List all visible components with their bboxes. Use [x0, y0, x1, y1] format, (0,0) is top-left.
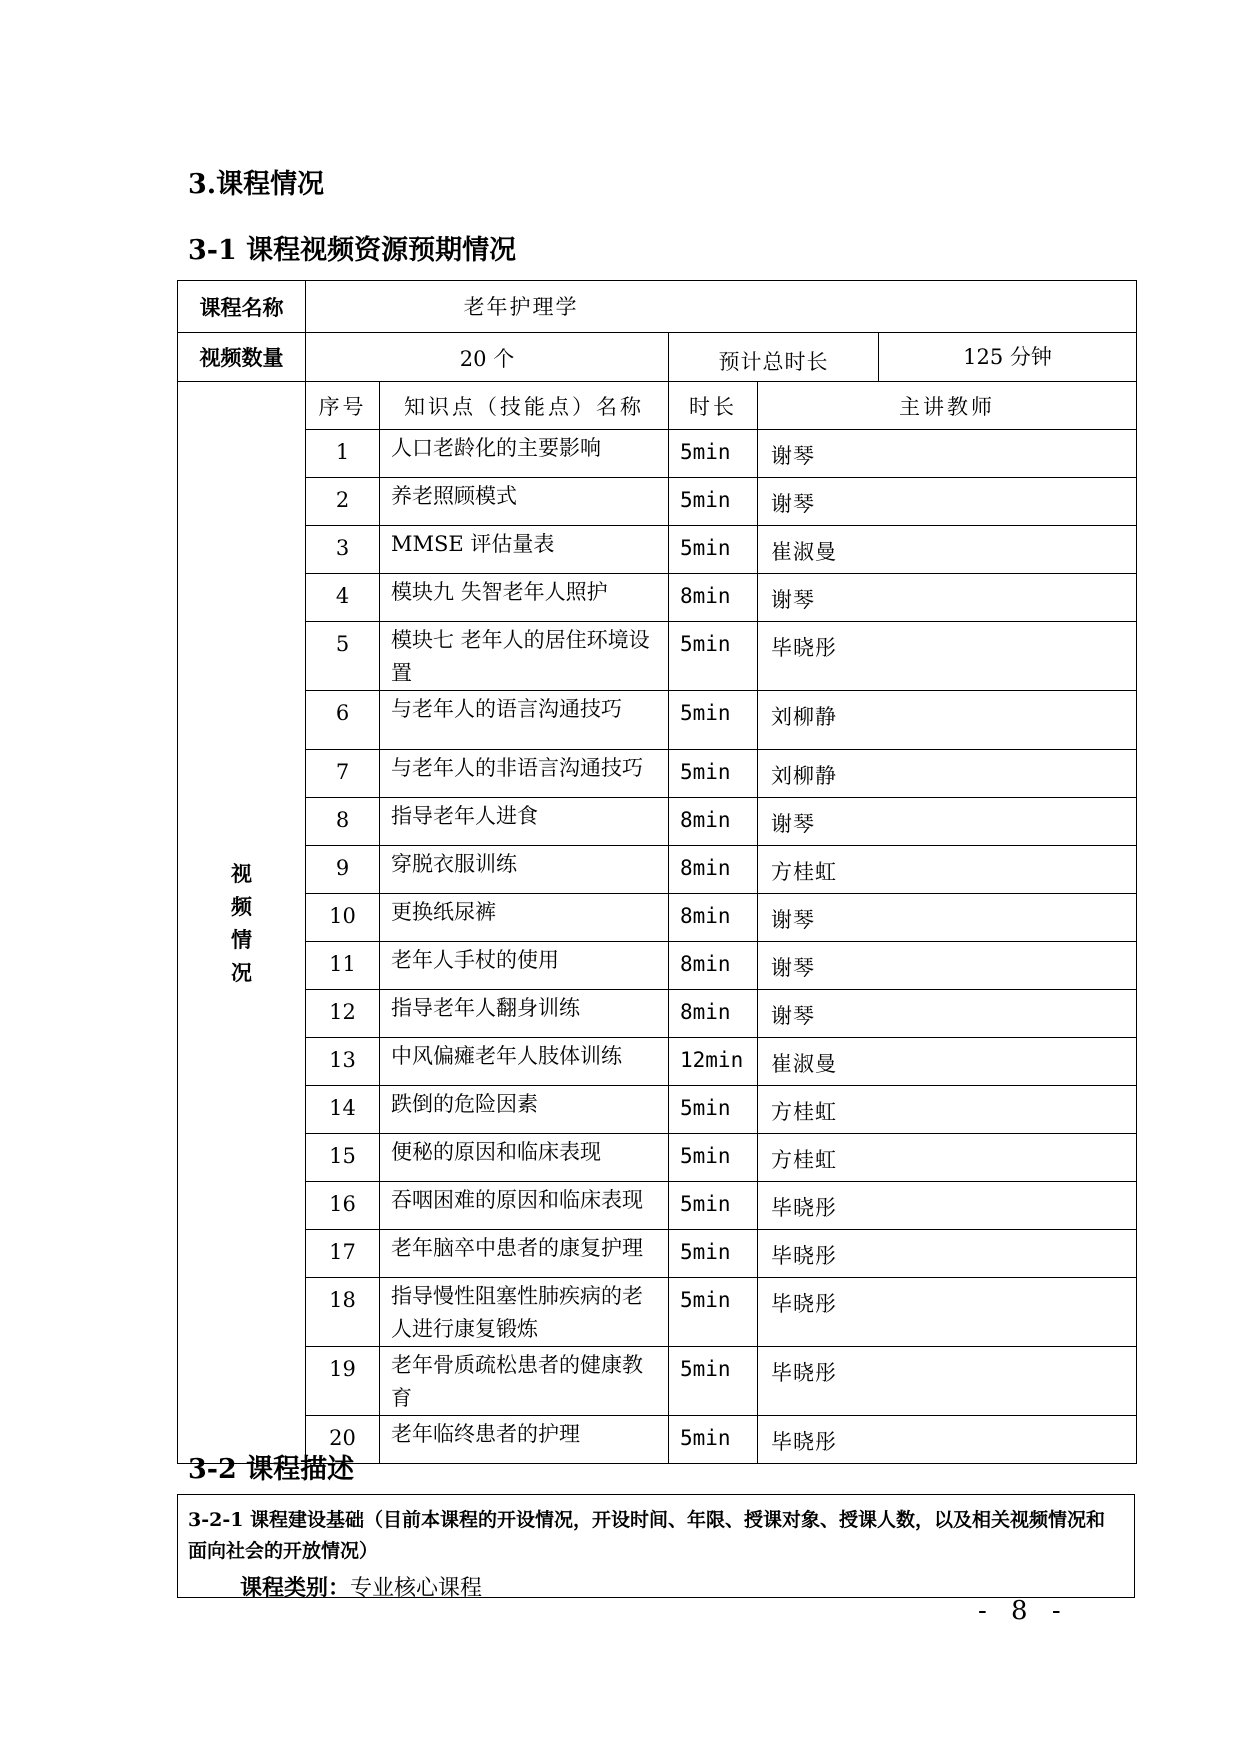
row-teacher: 方桂虹 [758, 846, 1137, 894]
row-duration: 8min [669, 990, 758, 1038]
section-heading: 3.课程情况 [188, 169, 325, 200]
row-no: 8 [306, 798, 380, 846]
row-duration: 8min [669, 846, 758, 894]
row-teacher: 方桂虹 [758, 1134, 1137, 1182]
course-category-value: 专业核心课程 [350, 1576, 483, 1601]
row-duration: 8min [669, 574, 758, 622]
course-name-label: 课程名称 [178, 281, 306, 333]
row-duration: 5min [669, 1347, 758, 1416]
row-no: 3 [306, 526, 380, 574]
table-row [178, 846, 1137, 894]
row-duration: 5min [669, 1134, 758, 1182]
row-duration: 5min [669, 691, 758, 750]
row-duration: 8min [669, 942, 758, 990]
table-row [178, 478, 1137, 526]
side-label-char: 视 [231, 860, 252, 886]
row-no: 2 [306, 478, 380, 526]
row-teacher: 方桂虹 [758, 1086, 1137, 1134]
video-resource-table [177, 280, 1137, 1464]
table-row [178, 1182, 1137, 1230]
row-topic: 养老照顾模式 [380, 478, 669, 526]
row-teacher: 谢琴 [758, 990, 1137, 1038]
table-row [178, 894, 1137, 942]
header-no: 序号 [306, 382, 380, 430]
row-teacher: 毕晓彤 [758, 1230, 1137, 1278]
side-label-char: 频 [231, 893, 252, 919]
row-topic: 老年骨质疏松患者的健康教育 [380, 1347, 669, 1416]
row-topic: 指导慢性阻塞性肺疾病的老人进行康复锻炼 [380, 1278, 669, 1347]
row-duration: 5min [669, 526, 758, 574]
table-row [178, 622, 1137, 691]
page-number: - 8 - [978, 1596, 1069, 1626]
row-duration: 5min [669, 1278, 758, 1347]
row-no: 7 [306, 750, 380, 798]
table-row [178, 1086, 1137, 1134]
row-teacher: 毕晓彤 [758, 622, 1137, 691]
duration-pair-cell [669, 333, 1137, 382]
row-topic: 与老年人的非语言沟通技巧 [380, 750, 669, 798]
table-row [178, 1134, 1137, 1182]
table-row [178, 750, 1137, 798]
video-count-label: 视频数量 [178, 333, 306, 382]
row-teacher: 谢琴 [758, 430, 1137, 478]
row-duration: 5min [669, 478, 758, 526]
row-no: 5 [306, 622, 380, 691]
row-teacher: 谢琴 [758, 574, 1137, 622]
row-topic: 中风偏瘫老年人肢体训练 [380, 1038, 669, 1086]
row-topic: 跌倒的危险因素 [380, 1086, 669, 1134]
row-no: 15 [306, 1134, 380, 1182]
table-row [178, 1230, 1137, 1278]
row-no: 20 [306, 1416, 380, 1464]
row-no: 6 [306, 691, 380, 750]
row-no: 12 [306, 990, 380, 1038]
row-topic: 老年脑卒中患者的康复护理 [380, 1230, 669, 1278]
row-topic: 模块七 老年人的居住环境设置 [380, 622, 669, 691]
row-teacher: 刘柳静 [758, 750, 1137, 798]
header-duration: 时长 [669, 382, 758, 430]
video-situation-label [178, 382, 306, 1464]
subsection-heading-description: 3-2 课程描述 [188, 1454, 355, 1485]
row-topic: 指导老年人进食 [380, 798, 669, 846]
row-no: 10 [306, 894, 380, 942]
row-duration: 5min [669, 1416, 758, 1464]
row-topic: 与老年人的语言沟通技巧 [380, 691, 669, 750]
row-teacher: 毕晓彤 [758, 1182, 1137, 1230]
row-no: 13 [306, 1038, 380, 1086]
row-duration: 12min [669, 1038, 758, 1086]
row-teacher: 谢琴 [758, 894, 1137, 942]
row-teacher: 崔淑曼 [758, 1038, 1137, 1086]
subsection-heading-video-resources: 3-1 课程视频资源预期情况 [188, 235, 517, 266]
row-no: 16 [306, 1182, 380, 1230]
row-no: 11 [306, 942, 380, 990]
row-duration: 5min [669, 750, 758, 798]
description-title: 3-2-1 课程建设基础（目前本课程的开设情况，开设时间、年限、授课对象、授课人数，以及相关视频情况和面向社会的开放情况） [188, 1509, 1106, 1562]
row-duration: 5min [669, 1182, 758, 1230]
row-topic: 老年临终患者的护理 [380, 1416, 669, 1464]
total-duration-label: 预计总时长 [669, 333, 879, 381]
row-topic: 人口老龄化的主要影响 [380, 430, 669, 478]
header-topic: 知识点（技能点）名称 [380, 382, 669, 430]
row-topic: 穿脱衣服训练 [380, 846, 669, 894]
row-duration: 8min [669, 798, 758, 846]
row-duration: 5min [669, 1086, 758, 1134]
table-row [178, 1278, 1137, 1347]
row-no: 4 [306, 574, 380, 622]
table-row [178, 1038, 1137, 1086]
video-count-value: 20 个 [306, 333, 669, 382]
row-teacher: 毕晓彤 [758, 1347, 1137, 1416]
row-duration: 8min [669, 894, 758, 942]
row-topic: 指导老年人翻身训练 [380, 990, 669, 1038]
table-row [178, 526, 1137, 574]
row-teacher: 谢琴 [758, 798, 1137, 846]
row-topic: MMSE 评估量表 [380, 526, 669, 574]
table-row [178, 990, 1137, 1038]
row-topic: 吞咽困难的原因和临床表现 [380, 1182, 669, 1230]
course-name-value [306, 281, 1137, 333]
table-row [178, 798, 1137, 846]
course-category-label: 课程类别： [240, 1575, 351, 1601]
row-teacher: 毕晓彤 [758, 1278, 1137, 1347]
total-duration-value: 125 分钟 [963, 345, 1052, 369]
row-topic: 便秘的原因和临床表现 [380, 1134, 669, 1182]
row-duration: 5min [669, 1230, 758, 1278]
table-row [178, 574, 1137, 622]
side-label-char: 况 [231, 959, 252, 985]
table-row [178, 942, 1137, 990]
row-teacher: 谢琴 [758, 478, 1137, 526]
table-row [178, 430, 1137, 478]
row-no: 18 [306, 1278, 380, 1347]
table-row [178, 691, 1137, 750]
row-topic: 更换纸尿裤 [380, 894, 669, 942]
course-name-text: 老年护理学 [463, 295, 579, 319]
header-teacher: 主讲教师 [758, 382, 1137, 430]
course-description-box [177, 1494, 1135, 1601]
row-no: 14 [306, 1086, 380, 1134]
row-no: 17 [306, 1230, 380, 1278]
row-no: 19 [306, 1347, 380, 1416]
row-duration: 5min [669, 622, 758, 691]
table-row [178, 1347, 1137, 1416]
row-teacher: 刘柳静 [758, 691, 1137, 750]
row-topic: 模块九 失智老年人照护 [380, 574, 669, 622]
row-teacher: 谢琴 [758, 942, 1137, 990]
row-no: 1 [306, 430, 380, 478]
side-label-char: 情 [231, 926, 252, 952]
row-duration: 5min [669, 430, 758, 478]
row-teacher: 崔淑曼 [758, 526, 1137, 574]
row-teacher: 毕晓彤 [758, 1416, 1137, 1464]
row-no: 9 [306, 846, 380, 894]
row-topic: 老年人手杖的使用 [380, 942, 669, 990]
